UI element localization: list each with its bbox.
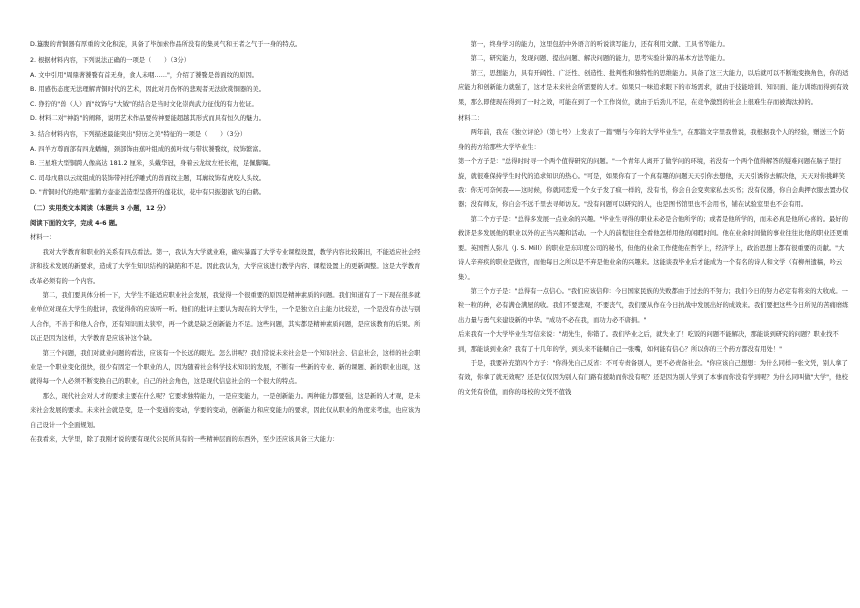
reading-instruction: 阅读下面的文字，完成 4-6 题。 [30, 219, 122, 227]
question-3-option-b: B. 三星堆大型铜跨人像高达 181.2 厘米，头戴华冠，身着云龙纹左衽长袍，足佩脚镯。 [30, 160, 275, 168]
question-2-option-a: A. 文中引用"周鼎著饕餮有首无身，食人未咽……"，介绍了饕餮是兽面纹的原因。 [30, 71, 259, 79]
material-1-paragraph: 我对大学教育和职业的关系有四点看法。第一，我认为大学就业难，确实暴露了大学专业课程设置，教学内容比较陈旧，不能适应社会经济和技术发展的新要求，造成了大学生知识结构的缺陷和不足。因此我认为，大学应该进行教学内容、课程设置上的更新调整。这是大学教育改革必须有的一个内容。 [30, 248, 421, 285]
material-2-paragraph: 第三个方子是："总得有一点信心。"我们应该信仰：今日国家民族的失败都由于过去的不努力；我们今日的努力必定有将来的大收成。一粒一粒的种，必有满仓满屋的收。我们不要悲观，不要丧气，我们要从作在今日抗战中发展出好的成效来。我们要把这些今日所见的苦痛磨练出力量与勇气来建设新的中华。"成功不必在我，而功力必不唐捐。" [458, 287, 849, 324]
question-3-option-d: D. "青铜时代的绝唱"莲鹤方壶壶盖造型呈盛开的莲花状，花中有只振翅欲飞的白鹤。 [30, 189, 266, 197]
material-2-paragraph: 于是，我要补充第四个方子："你得先自己反省：不可专责备别人，更不必责备社会。"你应该自己想想：为什么同样一张文凭，别人拿了有效，你拿了就无效呢？还是仅仅因为别人有门路有援助而你没有呢？还是因为别人学到了本事而你没有学到呢？为什么同叫做"大学"，他校的文凭有价值，而你的母校的文凭不值钱 [458, 359, 848, 396]
question-2-stem: 2. 根据材料内容，下列说法正确的一项是（ ）（3分） [30, 57, 190, 65]
material-2-paragraph: 两年前，我在《独立评论》（第七号）上发表了一篇"赠与今年的大学毕业生"，在那篇文字里我曾说，我根据我个人的经验，赠送三个防身的药方给那些大学毕业生： [458, 129, 845, 151]
material-1-paragraph: 第一，终身学习的能力，这里包括中外语言的听说读写能力，还有利用文献、工具书等能力。 [470, 41, 729, 48]
left-column [30, 38, 422, 447]
question-3-option-c: C. 司母戊鼎以云纹组成的装饰带衬托浮雕式的兽面纹主题，耳廓纹饰有虎咬人头纹。 [30, 174, 266, 182]
material-1-paragraph: 第三，思想能力，具有开阔性、广泛性、创造性、批判性和独特性的思维能力。具备了这三大能力，以后就可以不断地变换角色，你的适应能力和创新能力就强了，这才是未来社会所需要的人才。如果只一味追求眼下的市场需求，就由于技能培训、知识面、能力训练而得到有效果，那么即使现在得到了一时之效，可能在到了一个工作岗位，就由于后劲儿不足，在竞争激烈的社会上很难生存而被淘汰掉的。 [458, 69, 849, 106]
question-3-stem: 3. 结合材料内容，下列描述最能突出"狩历之美"特征的一项是（ ）（3分） [30, 131, 247, 139]
material-1-paragraph: 第二，我们要具体分析一下，大学生不能适应职业社会发展，我觉得一个很重要的原因是精神素质的问题。我们知道有了一下现在很多就业单位对现在大学生的批评，我觉得你的应该听一听。他们的批评主要认为现在的大学生，一个是独立自主能力比较差，一个是没有办法与别人合作，不善于和他人合作，还有知识面太狭窄，再一个就是缺乏创新能力不足。这些问题，其实都是精神素质问题，是应该教育的后果。所以正是因为这样，大学教育是应该补这个缺。 [30, 291, 421, 343]
material-1-label: 材料一： [30, 234, 56, 242]
material-1-paragraph: 第二，研究能力，发现问题、提出问题、解决问题的能力，思考实验计算的基本方法等能力。 [470, 55, 729, 63]
question-2-option-c: C. 狰狞的"兽（人）面"纹饰与"大钺"的结合是当时文化崇尚武力征伐的有力佐证。 [30, 100, 258, 108]
right-column [458, 38, 850, 400]
section-heading: （二）实用类文本阅读（本题共 3 小题，12 分） [30, 205, 170, 213]
material-2-paragraph: 后来我有一个大学毕业生写信来说："胡先生，你错了。我们毕业之后，就失业了！吃饭的问题不能解决，那能谈到研究的问题？职业找不到，那能谈到业余？我有了十几年的学，到头来不能糊自己一张嘴，如何能有信心？所以你的三个药方都没有用处！" [458, 331, 839, 353]
question-3-option-a: A. 四羊方尊面部有四龙蟠缠，颈部饰由蕉叶组成的蕉叶纹与带状饕餮纹，纹饰繁富。 [30, 145, 265, 153]
material-1-paragraph: 那么，现代社会对人才的要求主要在什么呢？它要求独特能力，一是应变能力，一是创新能力。两种能力都要强，这是新的人才观，是未来社会发展的要求。未来社会就是变，是一个变通的变动，学要的变动，创新能力和应变能力的要求，因此仅从职业的角度来考虑，也应该为自己设计一个全面规划。 [30, 392, 421, 429]
material-2-paragraph: 第二个方子是："总得多发展一点业余的兴趣。"毕业生寻得的职业未必是合他所学的；或者是他所学的，而未必真是他所心喜的。最好的救济是多发展他的职业以外的正当兴趣和活动。一个人的前程往往全看他怎样用他的闲暇时间。他在业余时间做的事业往往比他的职业还更重要。英国哲人弥儿（J. S. Mill）的职业是东印度公司的秘书，但他的业余工作使他在哲学上，经济学上，政治思想上都有很重要的贡献。"大诗人辛弃疾的职业是做官，而他每日之所以是不弃是他业余的兴趣来。这能谈我毕业后才能成为一个有名的诗人和文学（有柳州遗稿，吟云集）。 [458, 215, 849, 281]
material-2-label: 材料二： [458, 115, 484, 123]
material-1-paragraph: 第三个问题，我们对就业问题的看法，应该有一个长远的眼光。怎么讲呢？我们常说未来社会是一个知识社会、信息社会，这样的社会职业是一个职业变化很快，很少有固定一个职业的人，因为随着社会科学技术知识的发展，不断有一些新的专业、新的课题、新的职业出现，这就得每一个人必须不断变换自己的职业，自己的社会角色，这是现代信息社会的一个很大的特点。 [30, 349, 421, 386]
material-2-paragraph: 第一个方子是："总得时时寻一个两个值得研究的问题。"一个青年人离开了做学问的环境，若没有一个两个值得解答的疑难问题在脑子里打旋，就很难保持学生时代的追求知识的热心。"可是，如果你有了一个真有趣的问题天天引你去想他，天天引诱你去解决他，天天对你挑衅笑我：你无可奈何我——这时候，你就同恋爱一个女子发了疯一样的，没有书，你会自会变卖家私去买书；没有仪器，你自会典押衣服去置办仪器；没有师友，你自会不远千里去寻师访友。"没有问题可以研究的人，也是图书馆里也不会用书，铺在试验室里也不会有用。 [458, 158, 849, 209]
question-1-option-d: D.簋腹的青铜器有厚重的文化积淀，具备了毕加索作品所没有的集灵气和王者之气于一身的特点。 [30, 41, 302, 48]
question-2-option-d: D. 材料二对"神韵"的阐释，说明艺术作品要传神要能超越其形式而具有恒久的魅力。 [30, 115, 266, 123]
material-1-paragraph: 在我看来，大学里，除了我刚才说的要有现代公民所具有的一些精神层面的东西外，至少还应该具备三大能力： [30, 435, 339, 443]
question-2-option-b: B. 用感伤态度无法理解青铜时代的艺术，因此对月伤怀的悲观者无法欣赏铜器的美。 [30, 86, 266, 94]
